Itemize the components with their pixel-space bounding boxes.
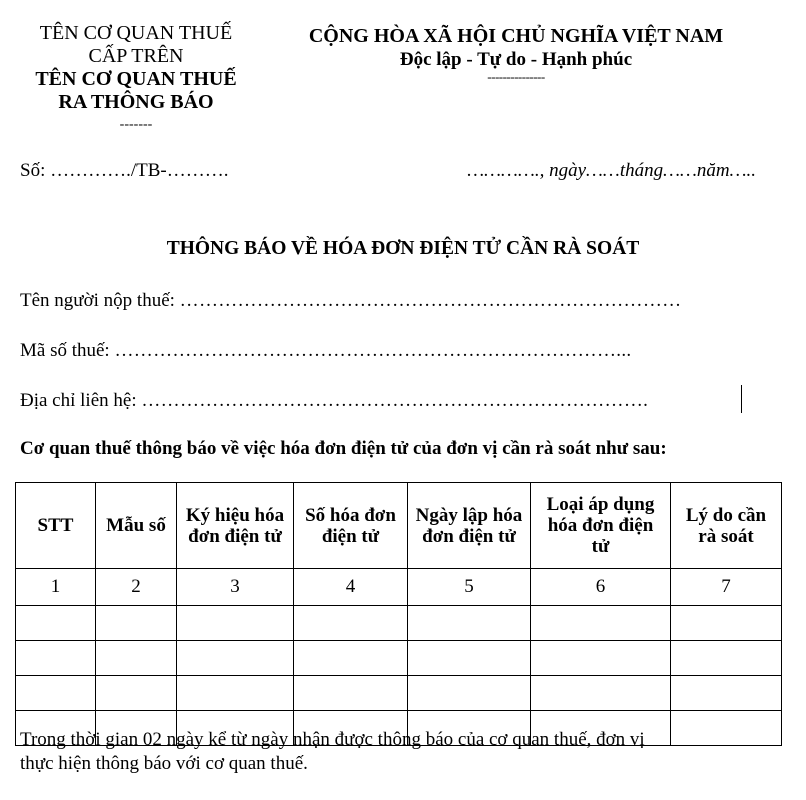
table-cell[interactable]: [16, 641, 96, 676]
issuing-authority-line1: TÊN CƠ QUAN THUẾ: [35, 68, 237, 90]
table-cell[interactable]: [294, 641, 408, 676]
right-separator: ---------------: [487, 69, 545, 84]
header-invoice-date: Ngày lập hóa đơn điện tử: [408, 483, 531, 569]
tax-code-dots[interactable]: ……………………………………………………………………...: [114, 340, 632, 361]
table-cell[interactable]: [294, 676, 408, 711]
table-row: [16, 676, 782, 711]
document-date: …………., ngày……tháng……năm…..: [467, 160, 756, 181]
header-invoice-symbol: Ký hiệu hóa đơn điện tử: [177, 483, 294, 569]
index-cell: 3: [177, 569, 294, 606]
table-cell[interactable]: [671, 641, 782, 676]
index-cell: 1: [16, 569, 96, 606]
table-cell[interactable]: [177, 606, 294, 641]
taxpayer-name-dots[interactable]: ……………………………………………………………………: [179, 290, 682, 311]
table-cell[interactable]: [408, 606, 531, 641]
document-number: Số: …………./TB-……….: [20, 160, 229, 181]
invoice-table: [15, 482, 782, 746]
text-cursor: [741, 385, 742, 413]
national-title: CỘNG HÒA XÃ HỘI CHỦ NGHĨA VIỆT NAM: [308, 25, 724, 47]
index-cell: 5: [408, 569, 531, 606]
footer-paragraph: [20, 728, 780, 776]
table-cell[interactable]: [96, 676, 177, 711]
address-label: Địa chỉ liên hệ:: [20, 390, 142, 411]
table-cell[interactable]: [408, 641, 531, 676]
issuing-authority-block: [20, 22, 252, 132]
header-stt: STT: [16, 483, 96, 569]
table-cell[interactable]: [408, 676, 531, 711]
document-title: THÔNG BÁO VỀ HÓA ĐƠN ĐIỆN TỬ CẦN RÀ SOÁT: [166, 238, 640, 259]
table-cell[interactable]: [671, 606, 782, 641]
header-form-number: Mẫu số: [96, 483, 177, 569]
table-header-row: [16, 483, 782, 569]
index-cell: 7: [671, 569, 782, 606]
address-dots[interactable]: …………………………………………………………………….: [141, 390, 649, 411]
table-cell[interactable]: [16, 606, 96, 641]
index-cell: 6: [531, 569, 671, 606]
footer-line1: Trong thời gian 02 ngày kể từ ngày nhận được thông báo của cơ quan thuế, đơn vị: [20, 729, 645, 750]
table-cell[interactable]: [177, 641, 294, 676]
table-cell[interactable]: [531, 676, 671, 711]
table-cell[interactable]: [96, 641, 177, 676]
table-cell[interactable]: [294, 606, 408, 641]
table-cell[interactable]: [531, 606, 671, 641]
taxpayer-name-label: Tên người nộp thuế:: [20, 290, 180, 311]
tax-code-field[interactable]: [20, 340, 631, 362]
table-cell[interactable]: [96, 606, 177, 641]
national-header-block: [290, 24, 742, 83]
address-field[interactable]: [20, 390, 648, 412]
footer-line2: thực hiện thông báo với cơ quan thuế.: [20, 753, 308, 774]
table-index-row: [16, 569, 782, 606]
index-cell: 2: [96, 569, 177, 606]
issuing-authority-line2: RA THÔNG BÁO: [58, 91, 214, 113]
index-cell: 4: [294, 569, 408, 606]
header-invoice-number: Số hóa đơn điện tử: [294, 483, 408, 569]
table-cell[interactable]: [177, 676, 294, 711]
table-cell[interactable]: [671, 676, 782, 711]
table-cell[interactable]: [16, 676, 96, 711]
superior-authority-line1: TÊN CƠ QUAN THUẾ: [39, 22, 233, 44]
table-row: [16, 641, 782, 676]
header-invoice-type: Loại áp dụng hóa đơn điện tử: [531, 483, 671, 569]
table-row: [16, 606, 782, 641]
taxpayer-name-field[interactable]: [20, 290, 681, 312]
header-review-reason: Lý do cần rà soát: [671, 483, 782, 569]
left-separator: -------: [119, 117, 153, 132]
superior-authority-line2: CẤP TRÊN: [88, 45, 184, 67]
intro-statement: Cơ quan thuế thông báo về việc hóa đơn điện tử của đơn vị cần rà soát như sau:: [20, 438, 667, 459]
table-cell[interactable]: [531, 641, 671, 676]
tax-code-label: Mã số thuế:: [20, 340, 115, 361]
national-motto: Độc lập - Tự do - Hạnh phúc: [399, 49, 633, 70]
